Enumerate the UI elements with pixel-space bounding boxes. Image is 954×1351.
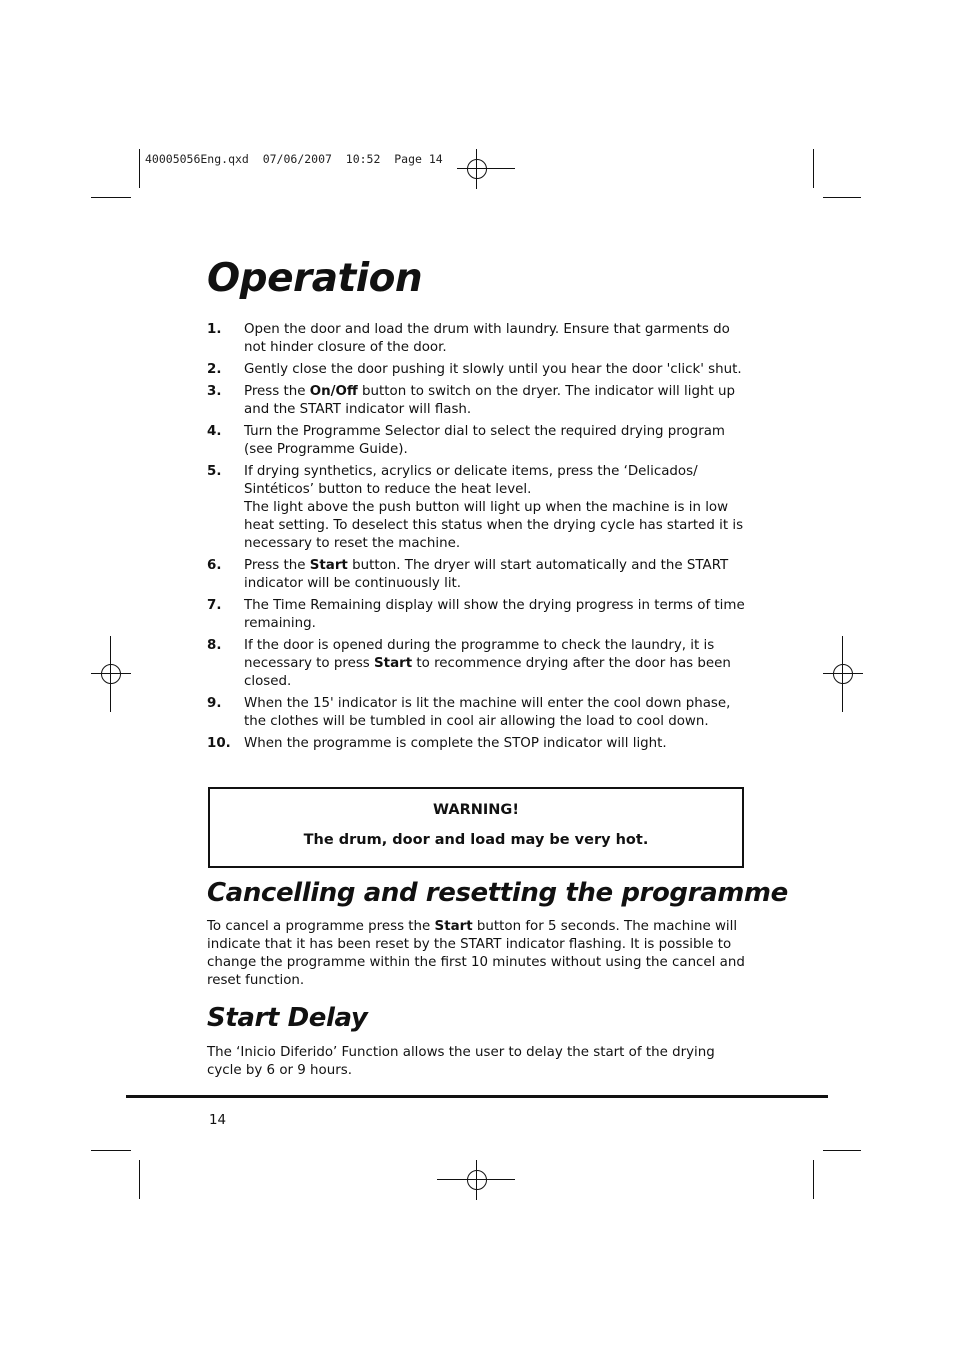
bold-term: Start <box>309 558 348 573</box>
warning-text: The drum, door and load may be very hot. <box>303 832 649 848</box>
warning-heading: WARNING! <box>433 802 519 818</box>
crop-mark <box>139 149 140 188</box>
start-delay-paragraph: The ‘Inicio Diferido’ Function allows the user to delay the start of the drying cycle by 6 or 9 hours. <box>207 1045 715 1078</box>
page-number: 14 <box>209 1113 227 1128</box>
step-text: If drying synthetics, acrylics or delicate items, press the ‘Delicados/ Sintéticos’ button to reduce the heat level. <box>244 464 698 497</box>
step-number: 3. <box>207 384 222 399</box>
step-text: Turn the Programme Selector dial to select the required drying program (see Programme Guide). <box>244 424 725 457</box>
step-text: Gently close the door pushing it slowly until you hear the door 'click' shut. <box>244 362 742 377</box>
step-number: 10. <box>207 736 231 751</box>
step-number: 8. <box>207 638 222 653</box>
step-number: 7. <box>207 598 222 613</box>
crop-mark <box>813 149 814 188</box>
warning-box <box>208 787 744 868</box>
step-item <box>207 695 747 731</box>
step-item <box>207 637 747 691</box>
registration-mark-icon <box>91 654 131 694</box>
cancel-paragraph: To cancel a programme press the Start button for 5 seconds. The machine will indicate that it has been reset by the START indicator flashing. It is possible to change the programme within the first 10 minutes without using the cancel and reset function. <box>207 919 745 988</box>
step-text: The Time Remaining display will show the drying progress in terms of time remaining. <box>244 598 745 631</box>
bold-term: On/Off <box>309 384 358 399</box>
step-number: 9. <box>207 696 222 711</box>
bold-term: Start <box>374 656 413 671</box>
crop-mark <box>823 1150 861 1151</box>
step-item <box>207 463 747 553</box>
registration-mark-icon <box>457 149 497 189</box>
registration-mark-icon <box>457 1160 497 1200</box>
bold-term: Start <box>434 919 473 934</box>
step-item <box>207 557 747 593</box>
step-number: 1. <box>207 322 222 337</box>
print-slug: 40005056Eng.qxd 07/06/2007 10:52 Page 14 <box>145 152 443 166</box>
step-number: 5. <box>207 464 222 479</box>
footer-rule <box>126 1095 828 1098</box>
registration-mark-icon <box>823 654 863 694</box>
step-text: Press the On/Off button to switch on the dryer. The indicator will light up and the START indicator will flash. <box>244 384 735 417</box>
step-item <box>207 423 747 459</box>
cancel-heading: Cancelling and resetting the programme <box>207 878 788 908</box>
crop-mark <box>813 1160 814 1199</box>
step-extra-text: The light above the push button will light up when the machine is in low heat setting. To deselect this status when the drying cycle has started it is necessary to reset the machine. <box>244 500 744 551</box>
crop-mark <box>139 1160 140 1199</box>
step-text: Press the Start button. The dryer will start automatically and the START indicator will be continuously lit. <box>244 558 729 591</box>
step-item <box>207 383 747 419</box>
step-item <box>207 735 747 753</box>
step-number: 2. <box>207 362 222 377</box>
step-number: 6. <box>207 558 222 573</box>
step-item <box>207 597 747 633</box>
step-item <box>207 361 747 379</box>
step-text: If the door is opened during the programme to check the laundry, it is necessary to press Start to recommence drying after the door has been closed. <box>244 638 731 689</box>
page-title: Operation <box>207 256 423 301</box>
step-text: When the programme is complete the STOP indicator will light. <box>244 736 667 751</box>
step-text: Open the door and load the drum with laundry. Ensure that garments do not hinder closure of the door. <box>244 322 730 355</box>
step-item <box>207 321 747 357</box>
start-delay-heading: Start Delay <box>207 1003 368 1033</box>
crop-mark <box>823 197 861 198</box>
step-text: When the 15' indicator is lit the machine will enter the cool down phase, the clothes will be tumbled in cool air allowing the load to cool down. <box>244 696 731 729</box>
crop-mark <box>91 197 131 198</box>
step-number: 4. <box>207 424 222 439</box>
operation-steps-list <box>207 321 747 757</box>
crop-mark <box>91 1150 131 1151</box>
